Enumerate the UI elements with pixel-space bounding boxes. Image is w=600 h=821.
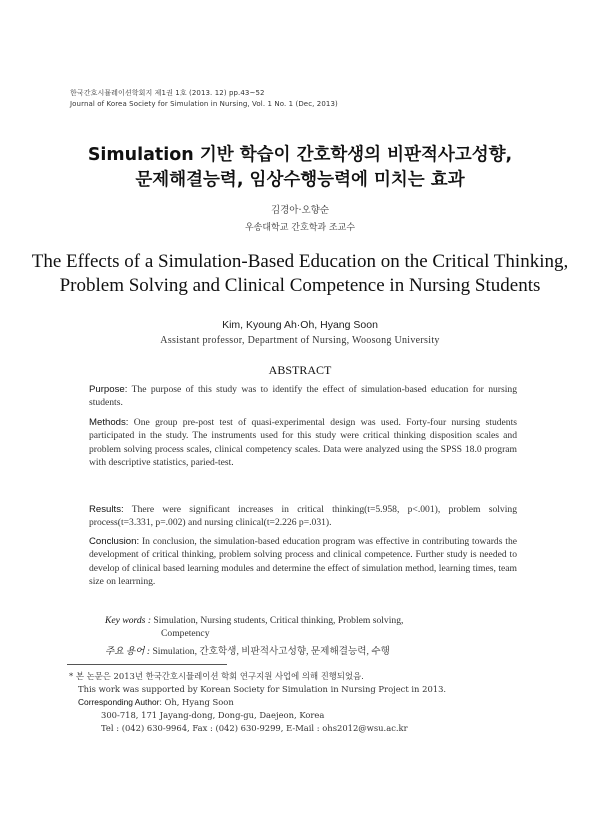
results-label: Results: xyxy=(89,504,124,515)
abstract-purpose xyxy=(89,383,517,410)
journal-citation-en: Journal of Korea Society for Simulation in Nursing, Vol. 1 No. 1 (Dec, 2013) xyxy=(70,100,338,108)
korean-title-line1: Simulation 기반 학습이 간호학생의 비판적사고성향, xyxy=(87,145,513,165)
corresponding-author-label: Corresponding Author: xyxy=(78,697,162,707)
korean-affiliation: 우송대학교 간호학과 조교수 xyxy=(244,223,356,233)
abstract-results xyxy=(89,503,517,530)
abstract-methods xyxy=(89,416,517,470)
corresponding-author-name: Oh, Hyang Soon xyxy=(161,697,234,707)
english-affiliation: Assistant professor, Department of Nursing, Woosong University xyxy=(160,335,440,346)
author-address: 300-718, 171 Jayang-dong, Dong-gu, Daejeon, Korea xyxy=(101,710,325,720)
abstract-heading: ABSTRACT xyxy=(268,363,332,377)
author-contact: Tel : (042) 630-9964, Fax : (042) 630-9299, E-Mail : ohs2012@wsu.ac.kr xyxy=(101,723,408,733)
footnote-funding-ko: * 본 논문은 2013년 한국간호시뮬레이션 학회 연구지원 사업에 의해 진행되었음. xyxy=(69,671,364,681)
keywords-ko xyxy=(105,645,390,658)
korean-authors: 김경아·오향순 xyxy=(270,205,330,216)
conclusion-text: In conclusion, the simulation-based education program was effective in contributing towards the development of critical thinking, problem solving process and clinical competence. Further study is needed to develop of clinical based learning modules and determine the effect of simulation method, learning times, team size on learrning. xyxy=(89,536,517,588)
abstract-conclusion xyxy=(89,535,517,589)
keywords-en xyxy=(105,614,403,627)
corresponding-author xyxy=(78,697,234,709)
english-authors: Kim, Kyoung Ah·Oh, Hyang Soon xyxy=(222,319,378,331)
english-title-line2: Problem Solving and Clinical Competence in Nursing Students xyxy=(59,275,541,296)
korean-title xyxy=(0,143,600,193)
footnote-funding-en: This work was supported by Korean Society for Simulation in Nursing Project in 2013. xyxy=(78,684,447,694)
journal-header xyxy=(70,88,338,110)
footnote-divider xyxy=(67,664,227,665)
methods-label: Methods: xyxy=(89,417,129,428)
keywords-ko-label: 주요 용어 : xyxy=(105,646,151,657)
conclusion-label: Conclusion: xyxy=(89,536,140,547)
methods-text: One group pre-post test of quasi-experimental design was used. Forty-four nursing students participated in the study. The instruments used for this study were critical thinking disposition scales and problem solving process scales, clinical competency scales. Data were analyzed using the SPSS 18.0 program with descriptive statistics, paried-test. xyxy=(89,417,517,469)
english-title-line1: The Effects of a Simulation-Based Education on the Critical Thinking, xyxy=(31,251,569,272)
keywords-en-text: Simulation, Nursing students, Critical thinking, Problem solving, xyxy=(153,615,404,626)
purpose-label: Purpose: xyxy=(89,384,128,395)
keywords-en-label: Key words : xyxy=(105,615,152,626)
results-text: There were significant increases in critical thinking(t=5.958, p<.001), problem solving process(t=3.331, p=.002) and nursing clinical(t=2.226 p=.031). xyxy=(89,504,517,529)
purpose-text: The purpose of this study was to identify the effect of simulation-based education for nursing students. xyxy=(89,384,517,409)
keywords-en-continuation: Competency xyxy=(161,628,210,639)
english-title xyxy=(0,250,600,298)
journal-citation-ko: 한국간호시뮬레이션학회지 제1권 1호 (2013. 12) pp.43~52 xyxy=(70,89,265,97)
keywords-ko-text: Simulation, 간호학생, 비판적사고성향, 문제해결능력, 수행 xyxy=(152,646,390,657)
korean-title-line2: 문제해결능력, 임상수행능력에 미치는 효과 xyxy=(135,170,465,190)
